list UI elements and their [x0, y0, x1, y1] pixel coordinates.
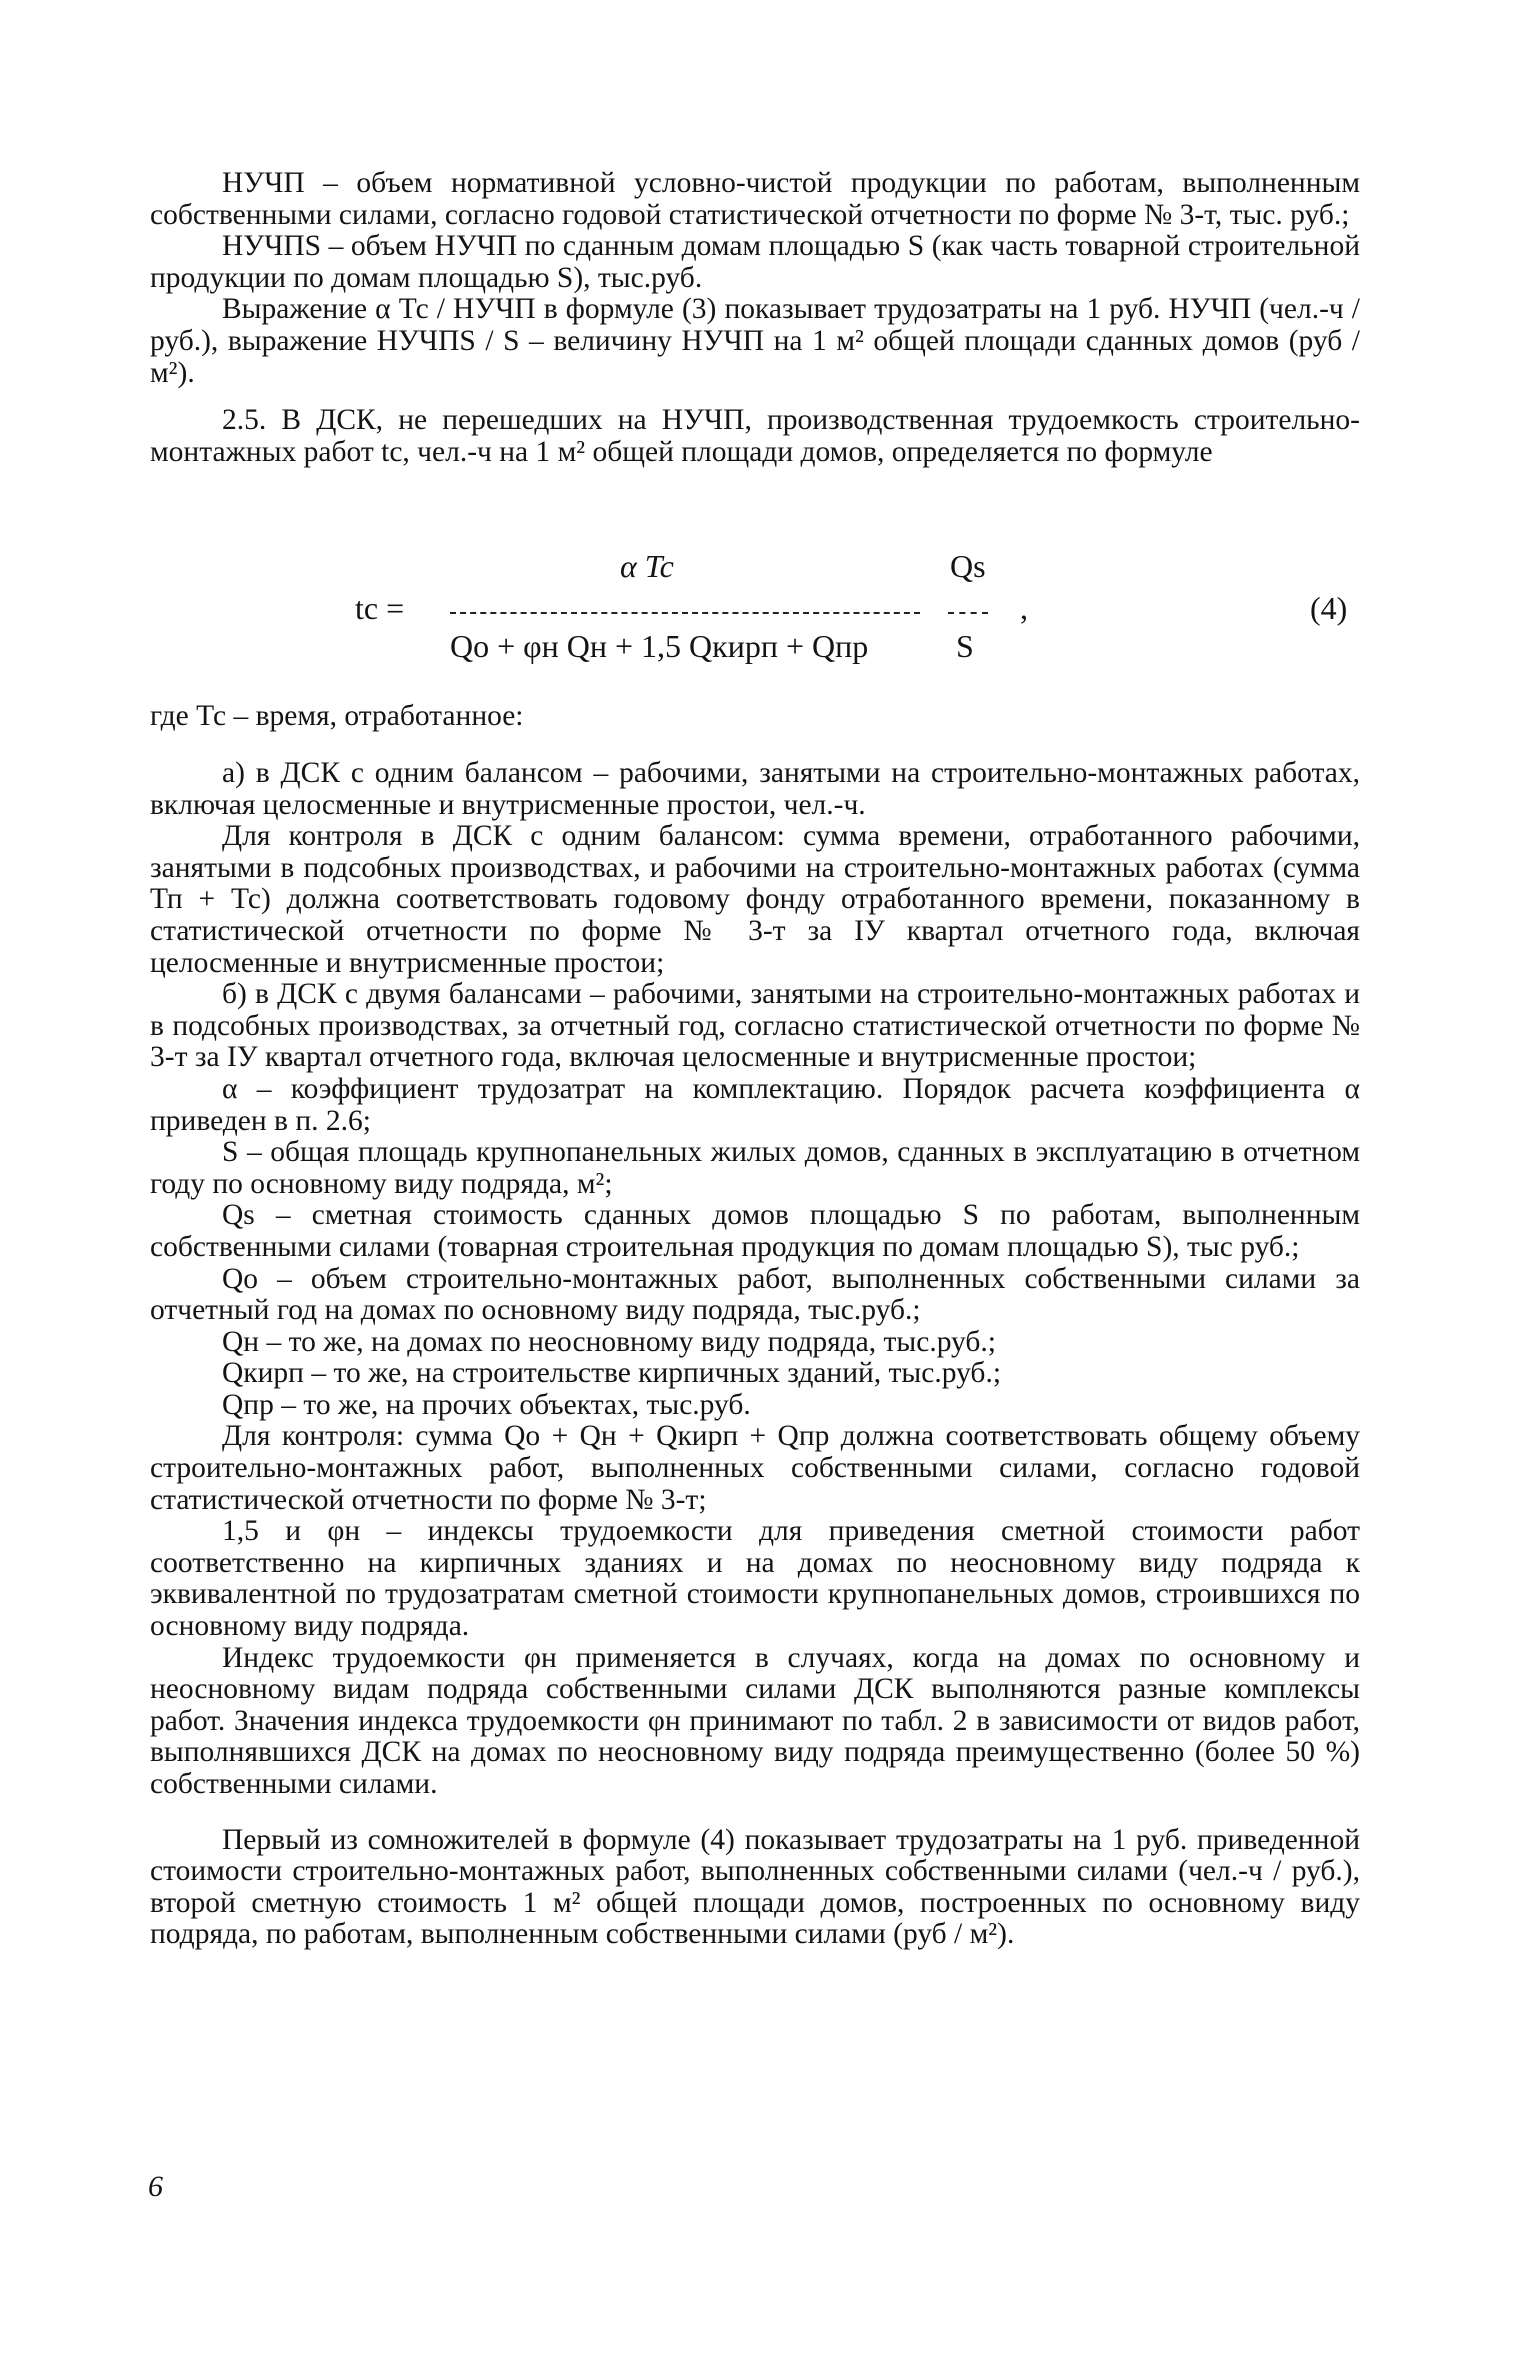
- expression-explanation: Выражение α Тс / НУЧП в формуле (3) показывает трудозатраты на 1 руб. НУЧП (чел.-ч / руб.), выражение НУЧПS / S – величину НУЧП на 1 м² общей площади сданных домов (руб / м²).: [150, 293, 1360, 389]
- final-paragraph: Первый из сомножителей в формуле (4) показывает трудозатраты на 1 руб. приведенной стоимости строительно-монтажных работ, выполненных собственными силами (чел.-ч / руб.), второй сметную стоимость 1 м² общей площади домов, построенных по основному виду подряда, по работам, выполненным собственными силами (руб / м²).: [150, 1823, 1360, 1951]
- definition-qpr: Qпр – то же, на прочих объектах, тыс.руб.: [222, 1388, 751, 1421]
- item-a: а) в ДСК с одним балансом – рабочими, занятыми на строительно-монтажных работах, включая целосменные и внутрисменные простои, чел.-ч.: [150, 757, 1360, 821]
- formula-factor-numerator: Qs: [950, 548, 986, 584]
- page-number: 6: [148, 2170, 163, 2203]
- definition-alpha: α – коэффициент трудозатрат на комплектацию. Порядок расчета коэффициента α приведен в п. 2.6;: [150, 1072, 1360, 1137]
- formula-denominator: Qo + φн Qн + 1,5 Qкирп + Qпр: [450, 628, 869, 664]
- control-note-2: Для контроля: сумма Qo + Qн + Qкирп + Qпр должна соответствовать общему объему строительно-монтажных работ, выполненных собственными силами, согласно годовой статистической отчетности по форме № 3-т;: [150, 1420, 1360, 1516]
- definition-s: S – общая площадь крупнопанельных жилых домов, сданных в эксплуатацию в отчетном году по основному виду подряда, м²;: [150, 1136, 1360, 1200]
- definition-qo: Qo – объем строительно-монтажных работ, выполненных собственными силами за отчетный год на домах по основному виду подряда, тыс.руб.;: [150, 1262, 1360, 1327]
- index-application: Индекс трудоемкости φн применяется в случаях, когда на домах по основному и неосновному видам подряда собственными силами ДСК выполняются разные комплексы работ. Значения индекса трудоемкости φн принимают по табл. 2 в зависимости от видов работ, выполнявшихся ДСК на домах по неосновному виду подряда преимущественно (более 50 %) собственными силами.: [150, 1641, 1360, 1800]
- definition-nuchp: НУЧП – объем нормативной условно-чистой продукции по работам, выполненным собственными силами, согласно годовой статистической отчетности по форме № 3-т, тыс. руб.;: [150, 167, 1360, 231]
- where-line: где Тс – время, отработанное:: [150, 700, 524, 732]
- formula-4: [150, 548, 1360, 688]
- definition-qn: Qн – то же, на домах по неосновному виду подряда, тыс.руб.;: [222, 1325, 997, 1358]
- definition-qkirp: Qкирп – то же, на строительстве кирпичных зданий, тыс.руб.;: [222, 1357, 1002, 1390]
- upper-text-block: [150, 168, 1360, 468]
- item-b: б) в ДСК с двумя балансами – рабочими, занятыми на строительно-монтажных работах и в подсобных производствах, за отчетный год, согласно статистической отчетности по форме № 3-т за IУ квартал отчетного года, включая целосменные и внутрисменные простои;: [150, 978, 1360, 1074]
- formula-comma: ,: [1020, 590, 1028, 626]
- fraction-bar: [450, 612, 920, 614]
- definition-qs: Qs – сметная стоимость сданных домов площадью S по работам, выполненным собственными силами (товарная строительная продукция по домам площадью S), тыс руб.;: [150, 1199, 1360, 1263]
- equation-number: (4): [1310, 590, 1348, 626]
- lower-text-block: [150, 758, 1360, 1951]
- control-note-1: Для контроля в ДСК с одним балансом: сумма времени, отработанного рабочими, занятыми в подсобных производствах, и рабочими на строительно-монтажных работах (сумма Тп + Тс) должна соответствовать годовому фонду отработанного времени, показанному в статистической отчетности по форме № 3-т за IУ квартал отчетного года, включая целосменные и внутрисменные простои;: [150, 820, 1360, 979]
- fraction-bar-2: [948, 612, 988, 614]
- definition-indexes: 1,5 и φн – индексы трудоемкости для приведения сметной стоимости работ соответственно на кирпичных зданиях и на домах по неосновному виду подряда к эквивалентной по трудозатратам сметной стоимости крупнопанельных домов, строившихся по основному виду подряда.: [150, 1515, 1360, 1643]
- definition-nuchps: НУЧПS – объем НУЧП по сданным домам площадью S (как часть товарной строительной продукции по домам площадью S), тыс.руб.: [150, 230, 1360, 294]
- formula-factor-denominator: S: [956, 628, 974, 664]
- section-2-5: 2.5. В ДСК, не перешедших на НУЧП, производственная трудоемкость строительно-монтажных работ tc, чел.-ч на 1 м² общей площади домов, определяется по формуле: [150, 404, 1360, 468]
- formula-numerator: α Tc: [620, 548, 674, 584]
- formula-lhs: tc =: [355, 590, 405, 626]
